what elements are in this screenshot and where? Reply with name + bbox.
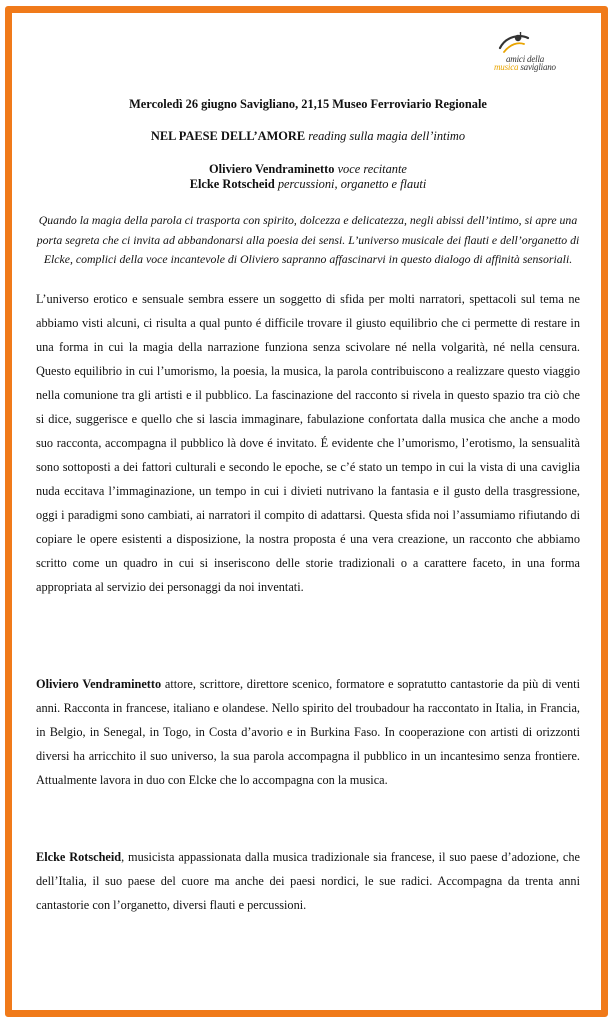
- performer-2: [30, 177, 586, 191]
- logo: [476, 32, 586, 74]
- performer-1-name: Oliviero Vendraminetto: [209, 162, 335, 176]
- logo-word-savigliano: savigliano: [518, 62, 556, 72]
- bio-elcke-text: , musicista appassionata dalla musica tradizionale sia francese, il suo paese d’adozione, che dell’Italia, il suo paese del cuore ma anche dei paesi nordici, le sue radici. Accompagna da trenta anni cantastorie con l’organetto, diversi flauti e percussioni.: [36, 850, 580, 912]
- body-paragraph-1: L’universo erotico e sensuale sembra essere un soggetto di sfida per molti narratori, spettacoli sul tema ne abbiamo visti alcuni, ci risulta a qual punto é difficile trovare il giusto equilibrio che ci permette di restare in una forma in cui la magia della narrazione funziona senza scivolare né nella volgarità, né nella censura. Questo equilibrio in cui l’umorismo, la poesia, la musica, la parola contribuiscono a realizzare questo viaggio nella comunione tra gli artisti e il pubblico. La fascinazione del racconto si rivela in questo spazio tra ciò che si dice, suggerisce e quello che si lascia immaginare, fabulazione confortata dalla musica che anche a modo suo racconta, accompagna il pubblico là dove é invitato. É evidente che l’umorismo, l’erotismo, la sensualità sono sottoposti a dei fattori culturali e secondo le epoche, se c’é stato un tempo in cui la vista di una caviglia nuda eccitava l’immaginazione, un tempo in cui i divieti nutrivano la fantasia e il gusto della trasgressione, oggi i paradigmi sono cambiati, ai narratori il compito di adattarsi. Questa sfida noi l’assumiamo rifiutando di copiare le opere esistenti a disposizione, la nostra proposta é una vera creazione, un racconto che abbiamo scritto come un quadro in cui si inseriscono delle storie tradizionali o a carattere faceto, in una forma appropriata al servizio dei personaggi da noi inventati.: [36, 292, 580, 594]
- bio-oliviero-name: Oliviero Vendraminetto: [36, 677, 162, 691]
- logo-text-line2: [494, 62, 556, 72]
- performer-1-role: voce recitante: [337, 162, 407, 176]
- bio-oliviero: [36, 672, 580, 792]
- event-headline: Mercoledì 26 giugno Savigliano, 21,15 Museo Ferroviario Regionale: [129, 97, 487, 111]
- bio-elcke: [36, 845, 580, 917]
- performer-2-role: percussioni, organetto e flauti: [277, 177, 427, 191]
- logo-text-line1: amici della: [506, 54, 545, 64]
- performer-1: [30, 162, 586, 176]
- event-title: NEL PAESE DELL’AMORE: [150, 129, 306, 143]
- bio-oliviero-text: attore, scrittore, direttore scenico, formatore e sopratutto cantastorie da più di venti anni. Racconta in francese, italiano e olandese. Nello spirito del troubadour ha raccontato in Italia, in Francia, in Belgio, in Senegal, in Togo, in Costa d’avorio e in Burkina Faso. In cooperazione con artisti di orizzonti diversi ha arricchito il suo universo, la sua parola accompagna il pubblico in un incantesimo senza frontiere. Attualmente lavora in duo con Elcke che lo accompagna con la musica.: [36, 677, 580, 787]
- logo-word-musica: musica: [494, 62, 519, 72]
- event-title-line: [30, 129, 586, 143]
- music-note-icon: [494, 32, 534, 56]
- intro-paragraph: Quando la magia della parola ci trasporta con spirito, dolcezza e delicatezza, negli abissi dell’intimo, si apre una porta segreta che ci invita ad abbandonarsi alla poesia dei sensi. L’universo musicale dei flauti e dell’organetto di Elcke, complici della voce incantevole di Oliviero sapranno affascinarvi in questo dialogo di affinità sensoriali.: [36, 213, 580, 266]
- event-subtitle: reading sulla magia dell’intimo: [308, 129, 466, 143]
- bio-elcke-name: Elcke Rotscheid: [36, 850, 122, 864]
- performer-2-name: Elcke Rotscheid: [189, 177, 275, 191]
